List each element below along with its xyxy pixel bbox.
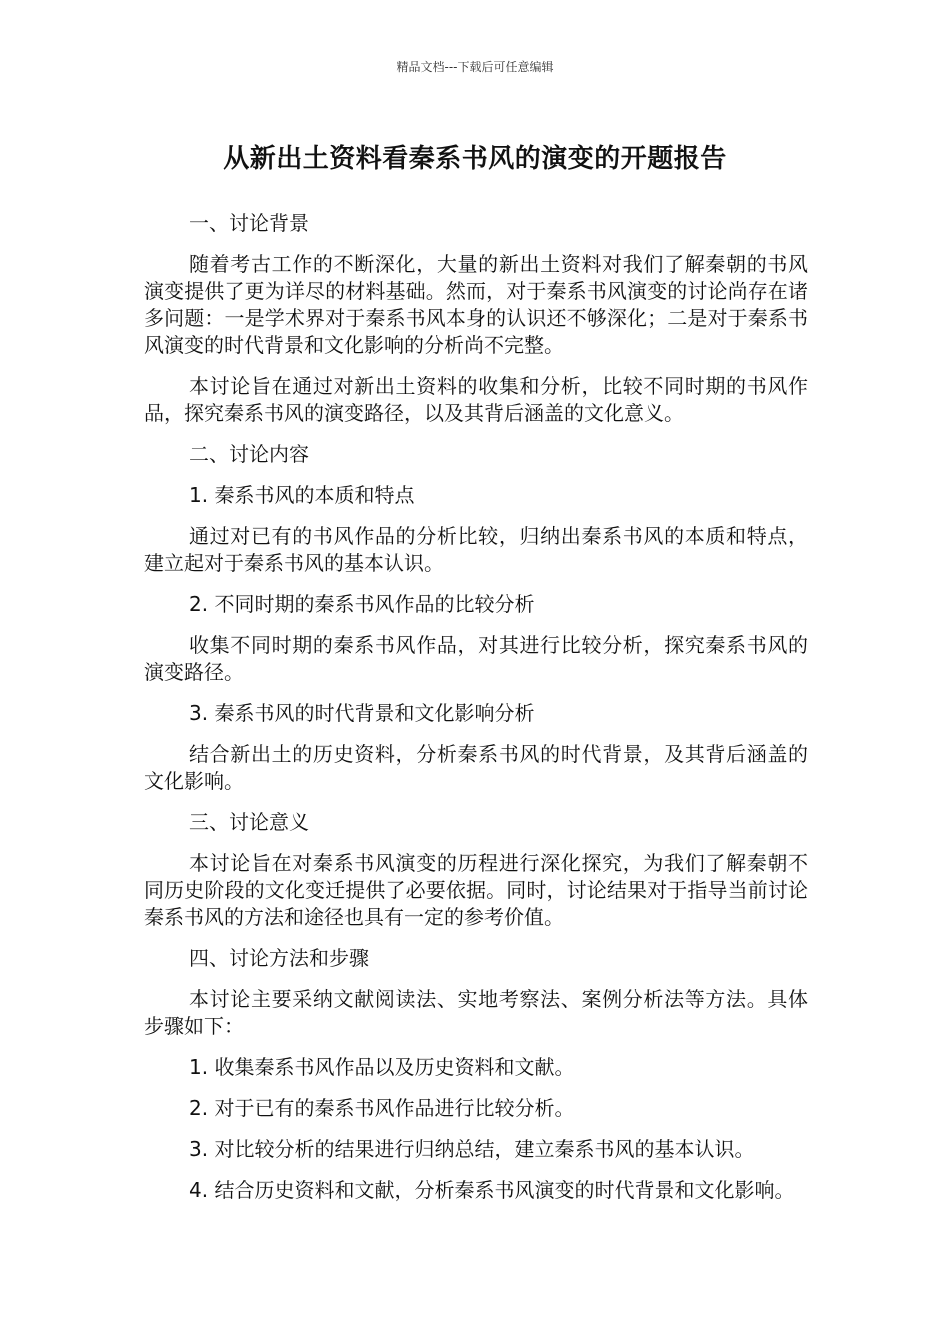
paragraph: 收集不同时期的秦系书风作品，对其进行比较分析，探究秦系书风的演变路径。	[144, 633, 808, 684]
document-body	[144, 210, 808, 1218]
list-item: 3. 对比较分析的结果进行归纳总结，建立秦系书风的基本认识。	[189, 1137, 755, 1161]
section-heading-methods: 四、讨论方法和步骤	[189, 946, 369, 970]
paragraph: 本讨论主要采纳文献阅读法、实地考察法、案例分析法等方法。具体步骤如下：	[144, 987, 808, 1038]
section-heading-background: 一、讨论背景	[189, 211, 309, 235]
section-heading-content: 二、讨论内容	[189, 442, 309, 466]
subheading: 2. 不同时期的秦系书风作品的比较分析	[189, 592, 535, 616]
paragraph: 通过对已有的书风作品的分析比较，归纳出秦系书风的本质和特点，建立起对于秦系书风的基本认识。	[144, 524, 808, 575]
section-heading-significance: 三、讨论意义	[189, 810, 309, 834]
list-item: 4. 结合历史资料和文献，分析秦系书风演变的时代背景和文化影响。	[189, 1178, 795, 1202]
list-item: 2. 对于已有的秦系书风作品进行比较分析。	[189, 1096, 575, 1120]
paragraph: 本讨论旨在通过对新出土资料的收集和分析，比较不同时期的书风作品，探究秦系书风的演变路径，以及其背后涵盖的文化意义。	[144, 374, 808, 425]
subheading: 1. 秦系书风的本质和特点	[189, 483, 415, 507]
subheading: 3. 秦系书风的时代背景和文化影响分析	[189, 701, 535, 725]
list-item: 1. 收集秦系书风作品以及历史资料和文献。	[189, 1055, 575, 1079]
paragraph: 结合新出土的历史资料，分析秦系书风的时代背景，及其背后涵盖的文化影响。	[144, 742, 808, 793]
document-title: 从新出土资料看秦系书风的演变的开题报告	[223, 144, 727, 174]
page-header: 精品文档---下载后可任意编辑	[396, 60, 554, 74]
paragraph: 本讨论旨在对秦系书风演变的历程进行深化探究，为我们了解秦朝不同历史阶段的文化变迁提供了必要依据。同时，讨论结果对于指导当前讨论秦系书风的方法和途径也具有一定的参考价值。	[144, 851, 808, 929]
paragraph: 随着考古工作的不断深化，大量的新出土资料对我们了解秦朝的书风演变提供了更为详尽的材料基础。然而，对于秦系书风演变的讨论尚存在诸多问题：一是学术界对于秦系书风本身的认识还不够深化；二是对于秦系书风演变的时代背景和文化影响的分析尚不完整。	[144, 252, 808, 357]
